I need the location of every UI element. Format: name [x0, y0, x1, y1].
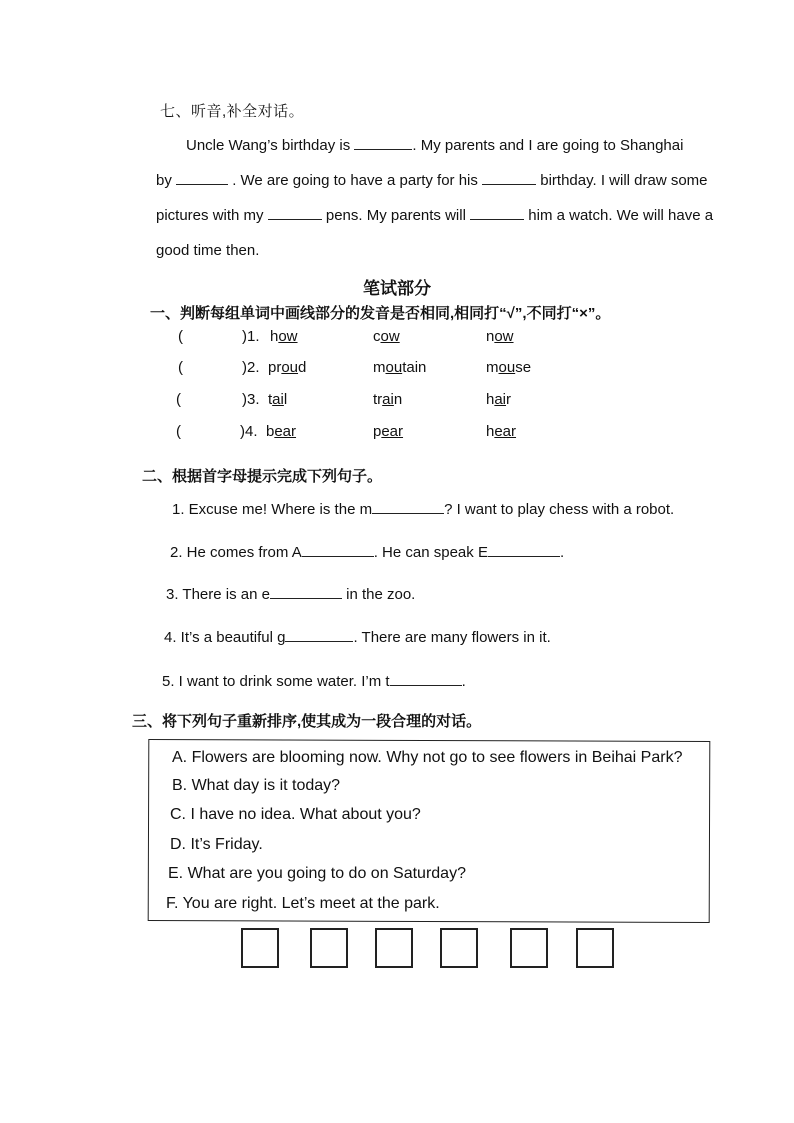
text: tr — [373, 391, 383, 408]
part2-heading: 二、根据首字母提示完成下列句子。 — [142, 468, 383, 485]
answer-blank[interactable] — [354, 136, 412, 150]
answer-blank[interactable] — [176, 171, 228, 185]
word-3 — [486, 423, 516, 440]
text: c — [373, 328, 381, 345]
text: m — [373, 359, 386, 376]
text: d — [298, 359, 307, 376]
text: . He can speak E — [373, 544, 488, 561]
text: . We are going to have a party for his — [232, 172, 478, 189]
option-a: A. Flowers are blooming now. Why not go to see flowers in Beihai Park? — [172, 749, 683, 766]
order-answer-box-1[interactable] — [241, 928, 279, 968]
order-answer-box-5[interactable] — [510, 928, 548, 968]
text: h — [270, 328, 279, 345]
text: . — [461, 673, 466, 690]
text: m — [486, 359, 499, 376]
underlined-part: ow — [278, 328, 298, 345]
text: ? I want to play chess with a robot. — [444, 501, 675, 518]
para-line-3 — [156, 198, 746, 233]
text: birthday. I will draw some — [540, 172, 708, 189]
option-c: C. I have no idea. What about you? — [170, 806, 421, 823]
order-answer-box-4[interactable] — [440, 928, 478, 968]
text: n — [393, 391, 403, 408]
underlined-part: ai — [494, 391, 507, 408]
word-1 — [266, 423, 296, 440]
answer-blank[interactable] — [270, 585, 342, 599]
text: tain — [402, 359, 427, 376]
text: t — [268, 391, 273, 408]
order-answer-box-6[interactable] — [576, 928, 614, 968]
section7-heading: 七、听音,补全对话。 — [160, 103, 305, 120]
para-line-4: good time then. — [156, 242, 260, 259]
written-part-title: 笔试部分 — [363, 279, 431, 298]
text: 2. He comes from A — [170, 544, 302, 561]
word-1 — [268, 359, 306, 376]
text: 5. I want to drink some water. I’m t — [162, 673, 390, 690]
order-answer-box-2[interactable] — [310, 928, 348, 968]
text: l — [283, 391, 288, 408]
answer-blank[interactable] — [285, 628, 353, 642]
text: 4. It’s a beautiful g — [164, 629, 286, 646]
answer-blank[interactable] — [482, 171, 536, 185]
text: h — [486, 391, 495, 408]
text: pr — [268, 359, 282, 376]
sentence-4 — [164, 628, 551, 646]
text: . There are many flowers in it. — [353, 629, 551, 646]
underlined-part: ow — [380, 328, 400, 345]
word-1 — [268, 391, 287, 408]
item-number: )2. — [242, 359, 260, 376]
order-answer-box-3[interactable] — [375, 928, 413, 968]
answer-blank[interactable] — [302, 543, 374, 557]
answer-blank[interactable] — [488, 543, 560, 557]
answer-blank[interactable] — [470, 206, 524, 220]
underlined-part: ear — [494, 423, 517, 440]
sentence-3 — [166, 585, 415, 603]
word-3 — [486, 359, 531, 376]
text: se — [515, 359, 532, 376]
sentence-5 — [162, 672, 466, 690]
sentence-1 — [172, 500, 674, 518]
underlined-part: ear — [381, 423, 404, 440]
item-number: )3. — [242, 391, 260, 408]
paren-open: ( — [176, 391, 181, 408]
text: n — [486, 328, 495, 345]
word-3 — [486, 391, 511, 408]
word-1 — [270, 328, 298, 345]
text: . — [559, 544, 565, 561]
paren-open: ( — [178, 359, 183, 376]
text: by — [156, 172, 172, 189]
word-2 — [373, 359, 426, 376]
word-2 — [373, 423, 403, 440]
text: him a watch. We will have a — [528, 207, 714, 224]
text: r — [506, 391, 512, 408]
para-line-1 — [156, 128, 746, 163]
item-number: )4. — [240, 423, 258, 440]
option-e: E. What are you going to do on Saturday? — [168, 865, 466, 882]
word-2 — [373, 391, 402, 408]
text: pictures with my — [156, 207, 264, 224]
underlined-part: ou — [281, 359, 299, 376]
word-3 — [486, 328, 514, 345]
sentence-2 — [170, 543, 564, 561]
option-d: D. It’s Friday. — [170, 836, 263, 853]
text: pens. My parents will — [325, 207, 466, 224]
part3-heading: 三、将下列句子重新排序,使其成为一段合理的对话。 — [132, 713, 482, 730]
option-b: B. What day is it today? — [172, 777, 341, 794]
paren-open: ( — [178, 328, 183, 345]
part1-heading: 一、判断每组单词中画线部分的发音是否相同,相同打“√”,不同打“×”。 — [150, 305, 611, 322]
underlined-part: ear — [274, 423, 297, 440]
para-line-2 — [156, 163, 746, 198]
text: h — [486, 423, 495, 440]
text: Uncle Wang’s birthday is — [186, 137, 351, 154]
text: . My parents and I are going to Shanghai — [412, 137, 684, 154]
text: 1. Excuse me! Where is the m — [172, 501, 373, 518]
underlined-part: ou — [498, 359, 516, 376]
answer-blank[interactable] — [390, 672, 462, 686]
text: in the zoo. — [346, 586, 416, 603]
word-2 — [373, 328, 400, 345]
answer-blank[interactable] — [268, 206, 322, 220]
underlined-part: ow — [494, 328, 514, 345]
paren-open: ( — [176, 423, 181, 440]
answer-blank[interactable] — [372, 500, 444, 514]
section7-paragraph — [156, 128, 746, 268]
underlined-part: ai — [382, 391, 394, 408]
underlined-part: ai — [272, 391, 284, 408]
item-number: )1. — [242, 328, 260, 345]
text: p — [373, 423, 382, 440]
underlined-part: ou — [385, 359, 403, 376]
text: b — [266, 423, 275, 440]
text: 3. There is an e — [166, 586, 270, 603]
option-f: F. You are right. Let’s meet at the park. — [166, 895, 440, 912]
